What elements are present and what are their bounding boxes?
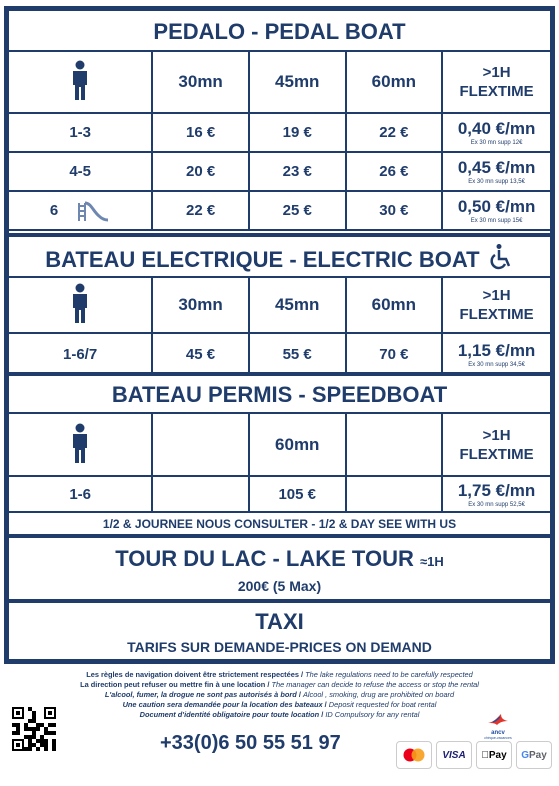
electric-title-text: BATEAU ELECTRIQUE - ELECTRIC BOAT bbox=[45, 247, 480, 272]
price-cell: 16 € bbox=[152, 113, 249, 152]
electric-panel bbox=[9, 237, 550, 372]
rule-line: La direction peut refuser ou mettre fin à une location / The manager can decide to refuse the access or stop the rental bbox=[80, 680, 479, 689]
flex-top: >1H bbox=[482, 64, 511, 81]
people-cell: 4-5 bbox=[8, 152, 152, 191]
price-cell: 22 € bbox=[346, 113, 443, 152]
laketour-panel bbox=[9, 538, 550, 599]
laketour-title bbox=[9, 546, 550, 572]
people-cell: 1-3 bbox=[8, 113, 152, 152]
table-row bbox=[8, 113, 551, 152]
price-cell: 22 € bbox=[152, 191, 249, 230]
apple-pay-text: Pay bbox=[485, 749, 503, 761]
rate-value: 1,15 €/mn bbox=[457, 340, 536, 360]
empty-cell bbox=[152, 476, 249, 512]
table-row bbox=[8, 191, 551, 230]
empty-cell bbox=[346, 476, 443, 512]
ancv-text: ancv bbox=[491, 730, 505, 736]
header-60mn: 60mn bbox=[249, 413, 346, 476]
rule-fr: L'alcool, fumer, la drogue ne sont pas autorisés à bord bbox=[104, 690, 297, 699]
person-header bbox=[8, 413, 152, 476]
pedalo-panel bbox=[9, 11, 550, 233]
rule-fr: Les règles de navigation doivent être strictement respectées bbox=[86, 670, 299, 679]
table-row bbox=[8, 476, 551, 512]
empty-cell bbox=[152, 413, 249, 476]
person-header bbox=[8, 277, 152, 333]
rule-en: The manager can decide to refuse the access or stop the rental bbox=[271, 680, 479, 689]
price-cell: 19 € bbox=[249, 113, 346, 152]
flex-bottom: FLEXTIME bbox=[459, 83, 534, 100]
price-cell: 105 € bbox=[249, 476, 346, 512]
visa-text: VISA bbox=[442, 749, 466, 761]
rate-cell bbox=[442, 113, 551, 152]
taxi-subtitle: TARIFS SUR DEMANDE-PRICES ON DEMAND bbox=[127, 639, 432, 655]
google-pay-text: Pay bbox=[528, 749, 547, 761]
speedboat-title: BATEAU PERMIS - SPEEDBOAT bbox=[111, 382, 448, 407]
price-cell: 45 € bbox=[152, 333, 249, 375]
flex-top: >1H bbox=[482, 426, 511, 444]
price-cell: 23 € bbox=[249, 152, 346, 191]
people-cell bbox=[8, 191, 152, 230]
wheelchair-icon bbox=[486, 243, 514, 271]
rate-cell bbox=[442, 191, 551, 230]
person-header bbox=[8, 51, 152, 113]
header-30mn: 30mn bbox=[152, 51, 249, 113]
phone-number[interactable]: +33(0)6 50 55 51 97 bbox=[160, 732, 341, 754]
header-flextime bbox=[442, 413, 551, 476]
rule-en: Deposit requested for boat rental bbox=[328, 700, 437, 709]
header-30mn: 30mn bbox=[152, 277, 249, 333]
rate-value: 0,50 €/mn bbox=[457, 197, 536, 216]
google-icon: G bbox=[521, 749, 529, 761]
person-icon bbox=[71, 283, 89, 323]
rule-en: The lake regulations need to be carefully respected bbox=[305, 670, 473, 679]
visa-badge bbox=[436, 741, 472, 769]
rule-line: L'alcool, fumer, la drogue ne sont pas autorisés à bord / Alcool , smoking, drug are prohibited on board bbox=[104, 690, 455, 699]
people-cell: 1-6 bbox=[8, 476, 152, 512]
rule-fr: La direction peut refuser ou mettre fin à une location bbox=[80, 680, 266, 689]
flex-bottom: FLEXTIME bbox=[459, 306, 534, 323]
qr-code[interactable] bbox=[12, 707, 56, 751]
pedalo-title: PEDALO - PEDAL BOAT bbox=[153, 19, 406, 44]
taxi-panel bbox=[9, 603, 550, 659]
person-icon bbox=[71, 423, 89, 463]
price-cell: 25 € bbox=[249, 191, 346, 230]
price-cell: 70 € bbox=[346, 333, 443, 375]
rate-value: 0,45 €/mn bbox=[457, 158, 536, 177]
people-cell: 1-6/7 bbox=[8, 333, 152, 375]
header-45mn: 45mn bbox=[249, 277, 346, 333]
mastercard-icon bbox=[403, 748, 425, 762]
rate-supp: Ex 30 mn supp 12€ bbox=[470, 140, 523, 146]
rate-cell bbox=[442, 476, 551, 512]
speedboat-table bbox=[7, 412, 552, 537]
price-cell: 26 € bbox=[346, 152, 443, 191]
rate-supp: Ex 30 mn supp 15€ bbox=[470, 218, 523, 224]
rule-fr: Document d'identité obligatoire pour toute location bbox=[139, 710, 320, 719]
speedboat-note: 1/2 & JOURNEE NOUS CONSULTER - 1/2 & DAY SEE WITH US bbox=[8, 512, 551, 536]
table-row bbox=[8, 333, 551, 375]
rate-supp: Ex 30 mn supp 13,5€ bbox=[468, 179, 525, 185]
laketour-title-text: TOUR DU LAC - LAKE TOUR bbox=[115, 546, 414, 571]
header-60mn: 60mn bbox=[346, 277, 443, 333]
rule-en: ID Compulsory for any rental bbox=[325, 710, 420, 719]
speedboat-panel bbox=[9, 376, 550, 534]
rate-supp: Ex 30 mn supp 34,5€ bbox=[468, 361, 525, 368]
price-cell: 30 € bbox=[346, 191, 443, 230]
person-icon bbox=[71, 60, 89, 100]
flex-top: >1H bbox=[482, 287, 511, 304]
flex-bottom: FLEXTIME bbox=[459, 445, 534, 463]
pedalo-table bbox=[7, 50, 552, 231]
header-flextime bbox=[442, 277, 551, 333]
apple-pay-badge bbox=[476, 741, 512, 769]
electric-table bbox=[7, 276, 552, 376]
header-60mn: 60mn bbox=[346, 51, 443, 113]
slide-icon bbox=[76, 200, 110, 222]
rate-value: 1,75 €/mn bbox=[457, 480, 536, 500]
rule-line: Document d'identité obligatoire pour toute location / ID Compulsory for any rental bbox=[139, 710, 420, 719]
rule-line: Les règles de navigation doivent être strictement respectées / The lake regulations need to be carefully respected bbox=[86, 670, 473, 679]
rate-supp: Ex 30 mn supp 52,5€ bbox=[468, 501, 525, 508]
mastercard-badge bbox=[396, 741, 432, 769]
rate-cell bbox=[442, 333, 551, 375]
price-cell: 20 € bbox=[152, 152, 249, 191]
ancv-subtext: chèque-vacances bbox=[484, 736, 512, 740]
rule-line: Une caution sera demandée pour la location des bateaux / Deposit requested for boat rental bbox=[122, 700, 437, 709]
laketour-price: 200€ (5 Max) bbox=[237, 578, 322, 594]
rate-value: 0,40 €/mn bbox=[457, 119, 536, 138]
laketour-duration: ≈1H bbox=[419, 554, 444, 569]
price-cell: 55 € bbox=[249, 333, 346, 375]
google-pay-badge bbox=[516, 741, 552, 769]
header-45mn: 45mn bbox=[249, 51, 346, 113]
electric-title bbox=[9, 243, 550, 273]
header-flextime bbox=[442, 51, 551, 113]
empty-cell bbox=[346, 413, 443, 476]
ancv-bird-icon bbox=[487, 713, 509, 725]
ancv-logo bbox=[478, 712, 518, 741]
apple-icon bbox=[481, 750, 489, 761]
people-value: 6 bbox=[49, 201, 59, 219]
price-board bbox=[4, 6, 555, 664]
footer-rules bbox=[0, 670, 559, 720]
rule-fr: Une caution sera demandée pour la location des bateaux bbox=[122, 700, 323, 709]
taxi-title: TAXI bbox=[255, 609, 304, 634]
rate-cell bbox=[442, 152, 551, 191]
table-row bbox=[8, 152, 551, 191]
rule-en: Alcool , smoking, drug are prohibited on board bbox=[302, 690, 455, 699]
